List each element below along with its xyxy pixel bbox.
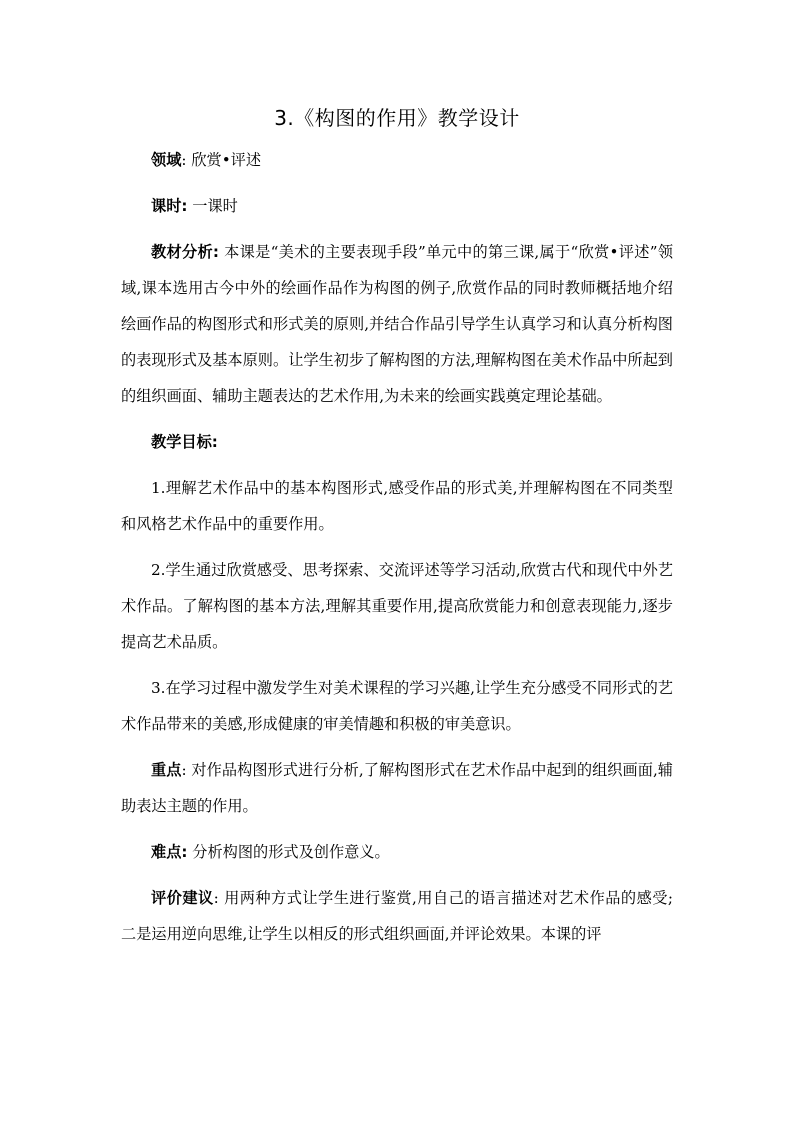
difficulty-text: 分析构图的形式及创作意义。 (187, 843, 390, 861)
difficulty-paragraph (121, 834, 673, 870)
domain-paragraph (121, 142, 673, 178)
analysis-text: 本课是“美术的主要表现手段”单元中的第三课,属于“欣赏•评述”领域,课本选用古今中外的绘画作品作为构图的例子,欣赏作品的同时教师概括地介绍绘画作品的构图形式和形式美的原则,并结合作品引导学生认真学习和认真分析构图的表现形式及基本原则。让学生初步了解构图的方法,理解构图在美术作品中所起到的组织画面、辅助主题表达的艺术作用,为未来的绘画实践奠定理论基础。 (121, 243, 674, 405)
evaluation-label: 评价建议 (151, 889, 214, 907)
period-label: 课时: (151, 197, 188, 215)
difficulty-label: 难点: (151, 843, 188, 861)
analysis-label: 教材分析: (151, 243, 220, 261)
key-point-paragraph (121, 752, 673, 824)
document-title: 3.《构图的作用》教学设计 (274, 106, 520, 130)
period-paragraph (121, 188, 673, 224)
evaluation-paragraph (121, 880, 673, 952)
objective-item: 2.学生通过欣赏感受、思考探索、交流评述等学习活动,欣赏古代和现代中外艺术作品。了解构图的基本方法,理解其重要作用,提高欣赏能力和创意表现能力,逐步提高艺术品质。 (121, 561, 673, 651)
objectives-heading (121, 424, 673, 460)
objective-item: 1.理解艺术作品中的基本构图形式,感受作品的形式美,并理解构图在不同类型和风格艺术作品中的重要作用。 (121, 479, 673, 533)
analysis-paragraph (121, 234, 673, 414)
evaluation-text: : 用两种方式让学生进行鉴赏,用自己的语言描述对艺术作品的感受; 二是运用逆向思维,让学生以相反的形式组织画面,并评论效果。本课的评 (121, 889, 674, 943)
key-point-label: 重点 (151, 761, 182, 779)
key-point-text: : 对作品构图形式进行分析,了解构图形式在艺术作品中起到的组织画面,辅助表达主题的作用。 (121, 761, 673, 815)
objectives-label: 教学目标: (151, 433, 218, 451)
domain-text: : 欣赏•评述 (181, 151, 262, 169)
objective-item: 3.在学习过程中激发学生对美术课程的学习兴趣,让学生充分感受不同形式的艺术作品带来的美感,形成健康的审美情趣和积极的审美意识。 (121, 679, 673, 733)
document-body (121, 142, 673, 952)
period-text: 一课时 (187, 197, 238, 215)
domain-label: 领域 (151, 151, 182, 169)
